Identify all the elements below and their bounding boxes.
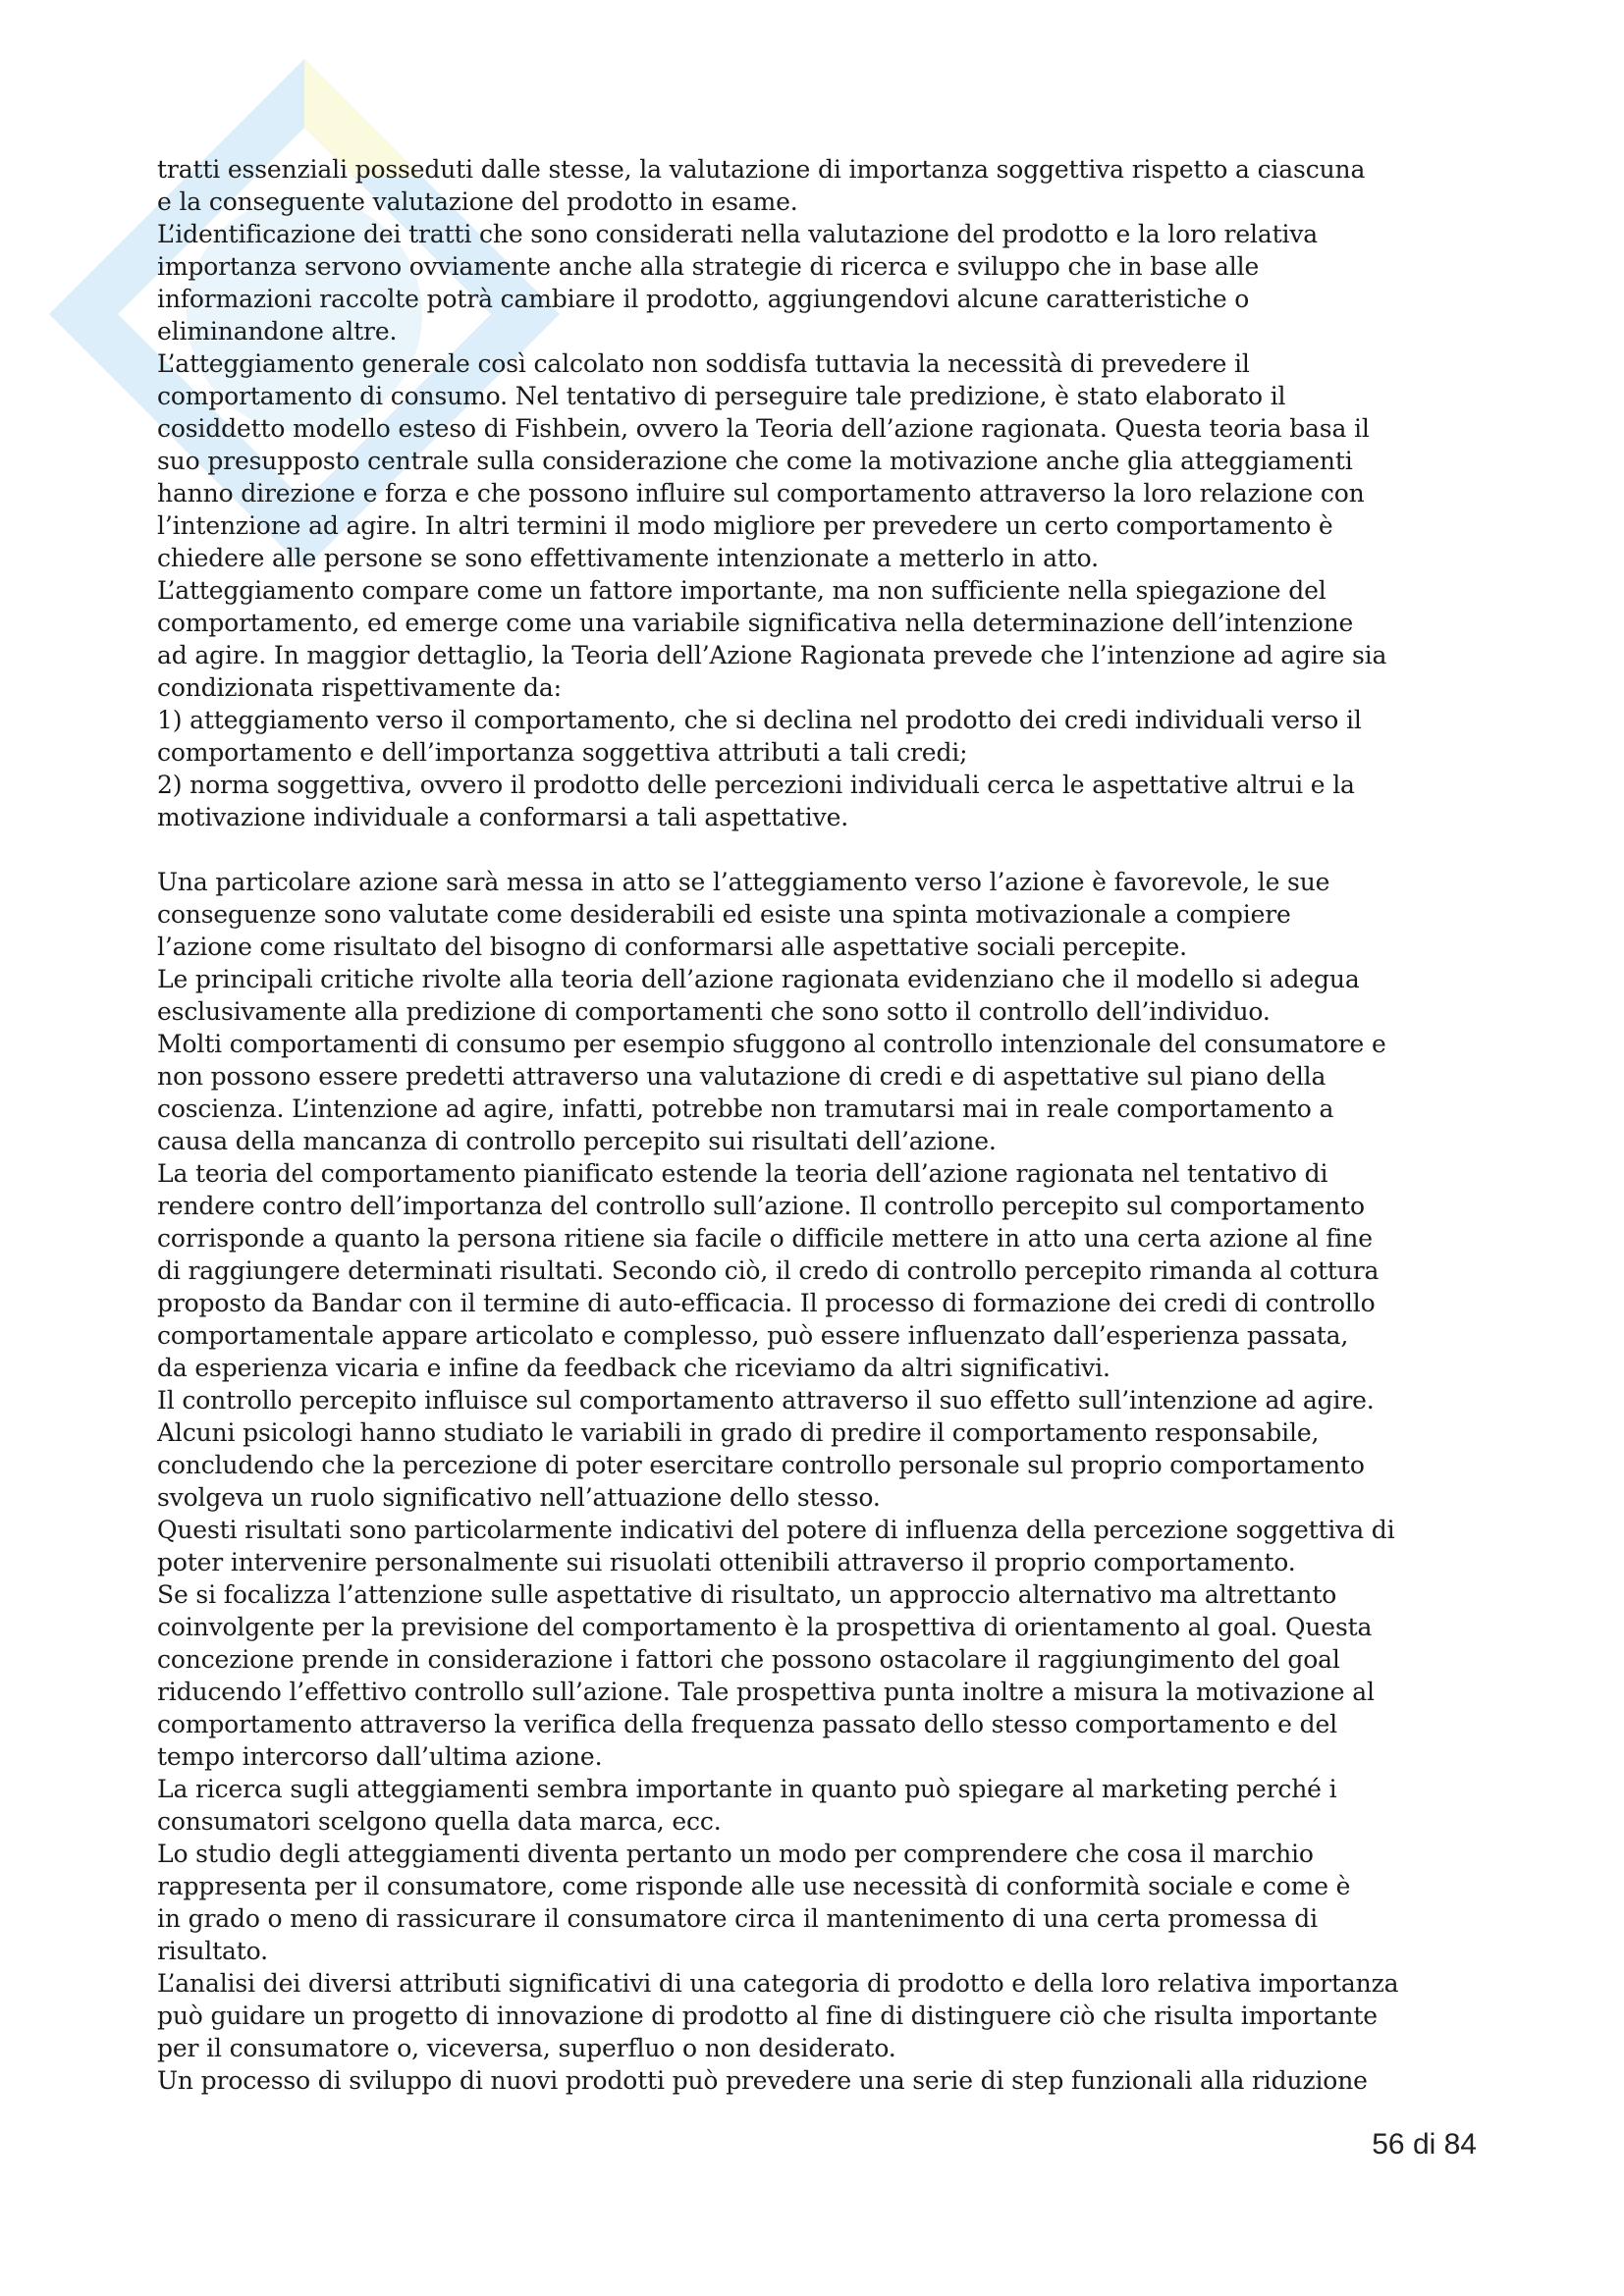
- text-line: e la conseguente valutazione del prodotto in esame.: [157, 187, 798, 216]
- text-line: comportamento, ed emerge come una variabile significativa nella determinazione dell’intenzione: [157, 609, 1354, 637]
- text-line: ad agire. In maggior dettaglio, la Teoria dell’Azione Ragionata prevede che l’intenzione ad agire sia: [157, 641, 1387, 669]
- text-line: L’identificazione dei tratti che sono considerati nella valutazione del prodotto e la loro relativa: [157, 220, 1319, 248]
- text-line: eliminandone altre.: [157, 317, 398, 346]
- text-line: da esperienza vicaria e infine da feedback che riceviamo da altri significativi.: [157, 1354, 1110, 1382]
- text-line: tempo intercorso dall’ultima azione.: [157, 1742, 603, 1771]
- text-line: Il controllo percepito influisce sul comportamento attraverso il suo effetto sull’intenzione ad agire.: [157, 1386, 1375, 1415]
- text-line: Le principali critiche rivolte alla teoria dell’azione ragionata evidenziano che il modello si adegua: [157, 965, 1360, 993]
- text-line: tratti essenziali posseduti dalle stesse, la valutazione di importanza soggettiva rispetto a ciascuna: [157, 155, 1366, 184]
- text-line: rappresenta per il consumatore, come risponde alle use necessità di conformità sociale e come è: [157, 1872, 1351, 1900]
- text-line: concezione prende in considerazione i fattori che possono ostacolare il raggiungimento del goal: [157, 1645, 1340, 1674]
- text-line: cosiddetto modello esteso di Fishbein, ovvero la Teoria dell’azione ragionata. Questa teoria basa il: [157, 414, 1370, 443]
- body-text: [157, 153, 1443, 2097]
- text-line: risultato.: [157, 1937, 268, 1965]
- text-line: importanza servono ovviamente anche alla strategie di ricerca e sviluppo che in base alle: [157, 252, 1260, 281]
- text-line: coscienza. L’intenzione ad agire, infatti, potrebbe non tramutarsi mai in reale comportamento a: [157, 1095, 1334, 1123]
- text-line: coinvolgente per la previsione del comportamento è la prospettiva di orientamento al goal. Questa: [157, 1613, 1373, 1641]
- text-line: di raggiungere determinati risultati. Secondo ciò, il credo di controllo percepito rimanda al cottura: [157, 1256, 1380, 1285]
- text-line: Alcuni psicologi hanno studiato le variabili in grado di predire il comportamento responsabile,: [157, 1418, 1320, 1447]
- text-line: 1) atteggiamento verso il comportamento, che si declina nel prodotto dei credi individuali verso il: [157, 706, 1362, 734]
- text-line: hanno direzione e forza e che possono influire sul comportamento attraverso la loro relazione con: [157, 479, 1365, 507]
- text-line: Un processo di sviluppo di nuovi prodotti può prevedere una serie di step funzionali alla riduzione: [157, 2066, 1368, 2095]
- text-line: 2) norma soggettiva, ovvero il prodotto delle percezioni individuali cerca le aspettative altrui e la: [157, 771, 1355, 799]
- text-line: non possono essere predetti attraverso una valutazione di credi e di aspettative sul piano della: [157, 1062, 1326, 1091]
- text-line: suo presupposto centrale sulla considerazione che come la motivazione anche glia atteggiamenti: [157, 447, 1353, 475]
- text-line: La teoria del comportamento pianificato estende la teoria dell’azione ragionata nel tentativo di: [157, 1159, 1328, 1188]
- text-line: conseguenze sono valutate come desiderabili ed esiste una spinta motivazionale a compiere: [157, 900, 1291, 929]
- text-line: La ricerca sugli atteggiamenti sembra importante in quanto può spiegare al marketing perché i: [157, 1775, 1337, 1803]
- text-line: Una particolare azione sarà messa in atto se l’atteggiamento verso l’azione è favorevole, le sue: [157, 868, 1330, 896]
- text-line: L’atteggiamento compare come un fattore importante, ma non sufficiente nella spiegazione del: [157, 576, 1326, 605]
- text-line: rendere contro dell’importanza del controllo sull’azione. Il controllo percepito sul comportamento: [157, 1192, 1365, 1220]
- text-line: chiedere alle persone se sono effettivamente intenzionate a metterlo in atto.: [157, 544, 1099, 572]
- text-line: per il consumatore o, viceversa, superfluo o non desiderato.: [157, 2034, 896, 2062]
- text-line: L’analisi dei diversi attributi significativi di una categoria di prodotto e della loro relativa importanza: [157, 1969, 1399, 1998]
- text-line: Molti comportamenti di consumo per esempio sfuggono al controllo intenzionale del consumatore e: [157, 1030, 1386, 1058]
- text-line: proposto da Bandar con il termine di auto-efficacia. Il processo di formazione dei credi di controllo: [157, 1289, 1376, 1317]
- text-line: comportamento di consumo. Nel tentativo di perseguire tale predizione, è stato elaborato il: [157, 382, 1286, 410]
- text-line: consumatori scelgono quella data marca, ecc.: [157, 1807, 722, 1836]
- text-line: L’atteggiamento generale così calcolato non soddisfa tuttavia la necessità di prevedere il: [157, 349, 1250, 378]
- text-line: causa della mancanza di controllo percepito sui risultati dell’azione.: [157, 1127, 997, 1155]
- text-line: comportamento e dell’importanza soggettiva attributi a tali credi;: [157, 738, 968, 767]
- text-line: esclusivamente alla predizione di comportamenti che sono sotto il controllo dell’individuo.: [157, 997, 1271, 1026]
- page-number: 56 di 84: [1372, 2128, 1477, 2161]
- text-line: Questi risultati sono particolarmente indicativi del potere di influenza della percezione soggettiva di: [157, 1516, 1395, 1544]
- text-line: informazioni raccolte potrà cambiare il prodotto, aggiungendovi alcune caratteristiche o: [157, 285, 1250, 313]
- text-line: svolgeva un ruolo significativo nell’attuazione dello stesso.: [157, 1483, 881, 1512]
- text-line: comportamento attraverso la verifica della frequenza passato dello stesso comportamento e del: [157, 1710, 1337, 1738]
- paragraph-spacer: [157, 833, 1443, 866]
- text-line: motivazione individuale a conformarsi a tali aspettative.: [157, 803, 849, 831]
- text-line: riducendo l’effettivo controllo sull’azione. Tale prospettiva punta inoltre a misura la motivazione al: [157, 1678, 1375, 1706]
- text-line: Se si focalizza l’attenzione sulle aspettative di risultato, un approccio alternativo ma altrettanto: [157, 1580, 1337, 1609]
- text-line: Lo studio degli atteggiamenti diventa pertanto un modo per comprendere che cosa il marchio: [157, 1840, 1314, 1868]
- text-line: può guidare un progetto di innovazione di prodotto al fine di distinguere ciò che risulta importante: [157, 2002, 1378, 2030]
- text-line: in grado o meno di rassicurare il consumatore circa il mantenimento di una certa promessa di: [157, 1904, 1318, 1933]
- text-line: poter intervenire personalmente sui risuolati ottenibili attraverso il proprio comportamento.: [157, 1548, 1296, 1576]
- text-line: l’azione come risultato del bisogno di conformarsi alle aspettative sociali percepite.: [157, 933, 1187, 961]
- text-line: concludendo che la percezione di poter esercitare controllo personale sul proprio comportamento: [157, 1451, 1365, 1479]
- text-line: l’intenzione ad agire. In altri termini il modo migliore per prevedere un certo comportamento è: [157, 511, 1333, 540]
- text-line: comportamentale appare articolato e complesso, può essere influenzato dall’esperienza passata,: [157, 1321, 1349, 1350]
- text-line: corrisponde a quanto la persona ritiene sia facile o difficile mettere in atto una certa azione al fine: [157, 1224, 1373, 1253]
- text-line: condizionata rispettivamente da:: [157, 673, 562, 702]
